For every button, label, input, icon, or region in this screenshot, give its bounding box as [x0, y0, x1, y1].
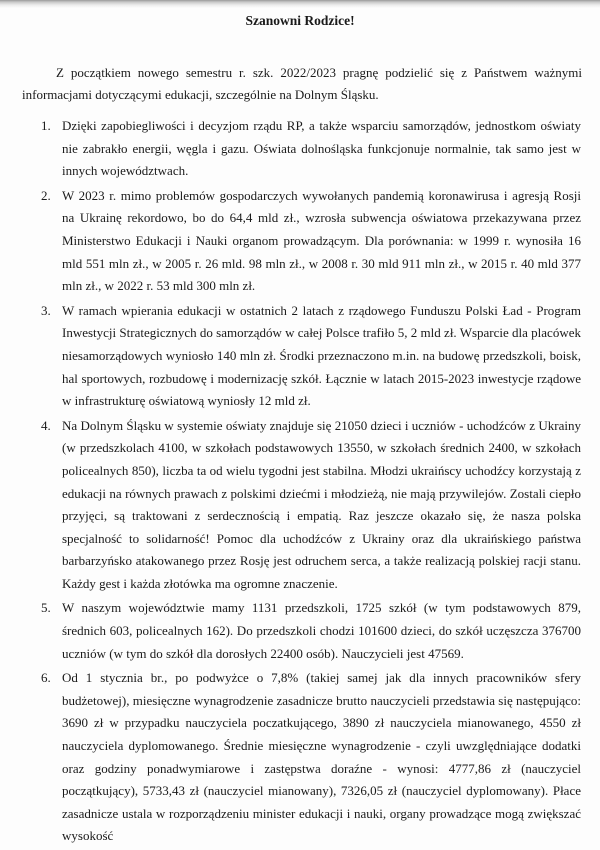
- list-item: [0, 300, 600, 413]
- list-item-number: 2.: [41, 187, 51, 203]
- list-item-text: Od 1 stycznia br., po podwyżce o 7,8% (takiej samej jak dla innych pracowników sfery budżetowej), miesięczne wynagrodzenie zasadnicze brutto nauczycieli przedstawia się następująco: 3690 zł w przypadku nauczyciela poczatkującego, 3890 zł nauczyciela mianowanego, 4550 zł nauczyciela dyplomowanego. Średnie miesięczne wynagrodzenie - czyli uwzględniające dodatki oraz godziny ponadwymiarowe i zastępstwa doraźne - wynosi: 4777,86 zł (nauczyciel początkujący), 5733,43 zł (nauczyciel mianowany), 7326,05 zł (nauczyciel dyplomowany). Płace zasadnicze ustala w rozporządzeniu minister edukacji i nauki, organy prowadzące mogą zwiększać wysokość: [62, 670, 581, 844]
- list-item-number: 6.: [41, 670, 51, 686]
- list-item: [0, 185, 600, 298]
- list-item: [0, 115, 600, 183]
- list-item-number: 1.: [41, 118, 51, 133]
- letter-title: Szanowni Rodzice!: [245, 13, 355, 28]
- list-item-number: 3.: [41, 302, 51, 318]
- list-item-number: 5.: [41, 600, 51, 616]
- list-item: [0, 597, 600, 665]
- numbered-list: [0, 115, 600, 850]
- scan-top-edge: [0, 0, 600, 8]
- list-item-text: W 2023 r. mimo problemów gospodarczych wywołanych pandemią koronawirusa i agresją Rosji na Ukrainę rekordowo, bo do 64,4 mld zł., wzrosła subwencja oświatowa przekazywana przez Ministerstwo Edukacji i Nauki organom prowadzącym. Dla porównania: w 1999 r. wynosiła 16 mld 551 mln zł., w 2005 r. 26 mld. 98 mln zł., w 2008 r. 30 mld 911 mln zł., w 2015 r. 40 mld 377 mln zł., w 2022 r. 53 mld 300 mln zł.: [62, 187, 581, 294]
- intro-paragraph: Z początkiem nowego semestru r. szk. 2022/2023 pragnę podzielić się z Państwem ważnymi informacjami dotyczącymi edukacji, szczególnie na Dolnym Śląsku.: [22, 65, 582, 102]
- list-item: [0, 667, 600, 848]
- list-item-text: W ramach wpierania edukacji w ostatnich 2 latach z rządowego Funduszu Polski Ład - Program Inwestycji Strategicznych do samorządów w całej Polsce trafiło 5, 2 mld zł. Wsparcie dla placówek niesamorządowych wyniosło 140 mln zł. Środki przeznaczono m.in. na budowę przedszkoli, boisk, hal sportowych, rozbudowę i modernizację szkół. Łącznie w latach 2015-2023 inwestycje rządowe w infrastrukturę oświatową wyniosły 12 mld zł.: [62, 302, 581, 409]
- list-item-number: 4.: [41, 417, 51, 433]
- list-item-text: W naszym województwie mamy 1131 przedszkoli, 1725 szkół (w tym podstawowych 879, średnich 603, policealnych 162). Do przedszkoli chodzi 101600 dzieci, do szkół uczęszcza 376700 uczniów (w tym do szkół dla dorosłych 22400 osób). Nauczycieli jest 47569.: [62, 600, 581, 661]
- list-item-text: Na Dolnym Śląsku w systemie oświaty znajduje się 21050 dzieci i uczniów - uchodźców z Ukrainy (w przedszkolach 4100, w szkołach podstawowych 13550, w szkołach średnich 2400, w szkołach policealnych 850), liczba ta od wielu tygodni jest stabilna. Młodzi ukraińscy uchodźcy korzystają z edukacji na równych prawach z polskimi dziećmi i młodzieżą, nie mają przywilejów. Zostali ciepło przyjęci, są traktowani z serdecznością i empatią. Raz jeszcze okazało się, że nasza polska specjalność to solidarność! Pomoc dla uchodźców z Ukrainy oraz dla ukraińskiego państwa barbarzyńsko atakowanego przez Rosję jest odruchem serca, a także realizacją polskiej racji stanu. Każdy gest i każda złotówka ma ogromne znaczenie.: [62, 417, 581, 591]
- list-item-text: Dzięki zapobiegliwości i decyzjom rządu RP, a także wsparciu samorządów, jednostkom oświaty nie zabrakło energii, węgla i gazu. Oświata dolnośląska funkcjonuje normalnie, tak samo jest w innych województwach.: [62, 118, 581, 179]
- list-item: [0, 415, 600, 596]
